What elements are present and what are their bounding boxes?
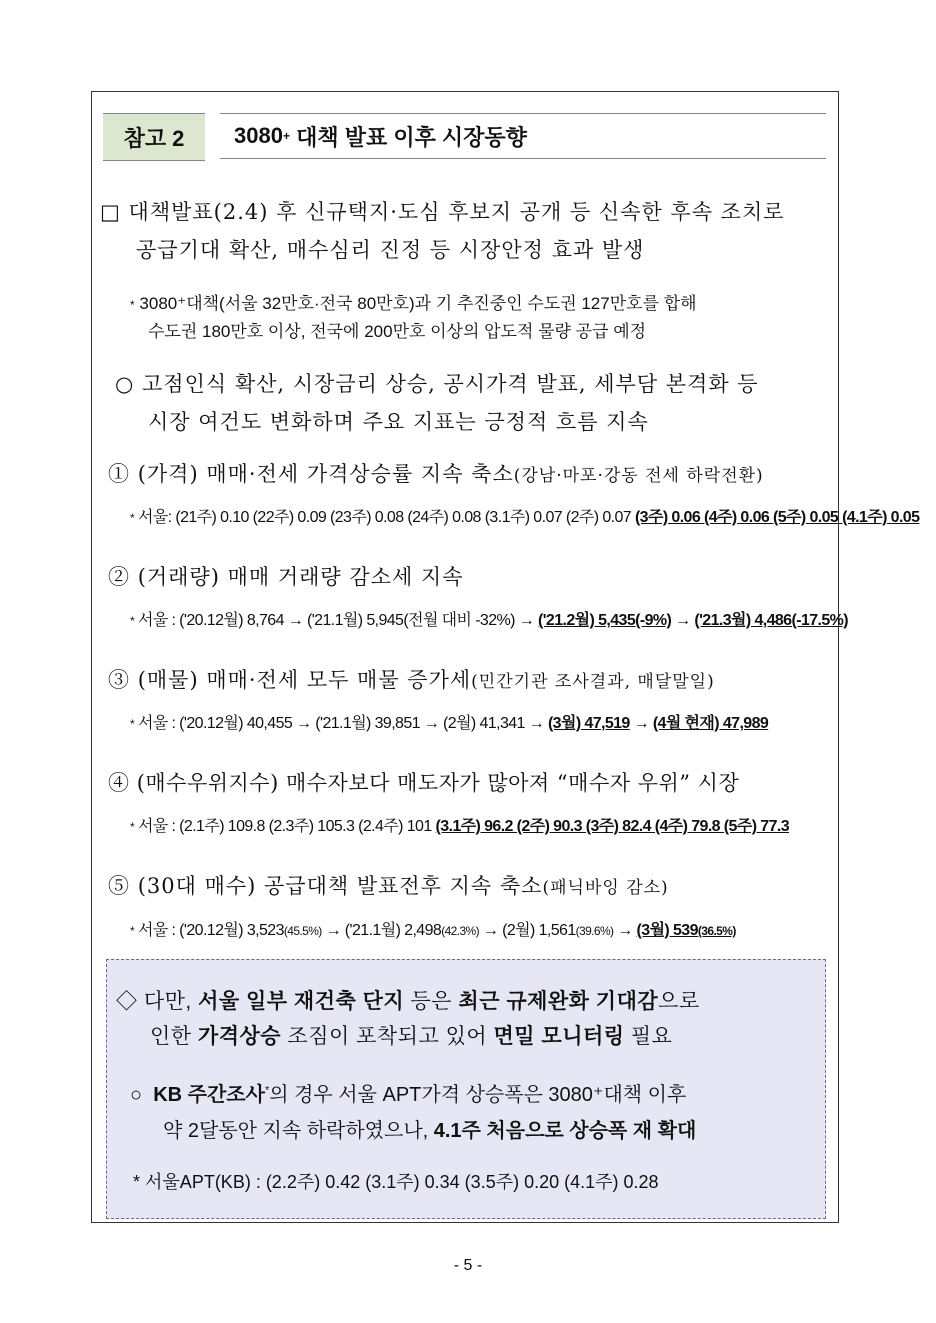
item-3-detail: * 서울 : ('20.12월) 40,455 → ('21.1월) 39,851 → (2월) 41,341 → (3월) 47,519 → (4월 현재) 47,989 [130, 715, 769, 732]
item-2-detail: * 서울 : ('20.12월) 8,764 → ('21.1월) 5,945(전월 대비 -32%) → ('21.2월) 5,435(-9%) → ('21.3월) 4,486(-17.5%) [130, 612, 849, 629]
box-line1: ◇ 다만, 서울 일부 재건축 단지 등은 최근 규제완화 기대감으로 [116, 990, 700, 1013]
section1-note1: * 3080⁺대책(서울 32만호·전국 80만호)과 기 추진중인 수도권 127만호를 합해 [130, 294, 697, 313]
box-sub-line2: 약 2달동안 지속 하락하였으나, 4.1주 처음으로 상승폭 재 확대 [163, 1120, 697, 1142]
section2-line1: ○ 고점인식 확산, 시장금리 상승, 공시가격 발표, 세부담 본격화 등 [115, 372, 759, 396]
diamond-bullet-icon: ◇ [116, 990, 138, 1013]
section1-line2: 공급기대 확산, 매수심리 진정 등 시장안정 효과 발생 [136, 238, 645, 262]
section2-line2: 시장 여건도 변화하며 주요 지표는 긍정적 흐름 지속 [148, 410, 649, 434]
item-5-detail: * 서울 : ('20.12월) 3,523(45.5%) → ('21.1월) 2,498(42.3%) → (2월) 1,561(39.6%) → (3월) 539(36.5%) [130, 922, 736, 939]
box-line2: 인한 가격상승 조짐이 포착되고 있어 면밀 모니터링 필요 [150, 1025, 673, 1048]
item-5-title: ⑤ (30대 매수) 공급대책 발표전후 지속 축소(패닉바잉 감소) [108, 874, 669, 898]
page-number: - 5 - [453, 1257, 483, 1274]
section1-line1: □ 대책발표(2.4) 후 신규택지·도심 후보지 공개 등 신속한 후속 조치로 [100, 200, 785, 224]
item-2-title: ② (거래량) 매매 거래량 감소세 지속 [108, 565, 464, 589]
item-1-detail: * 서울: (21주) 0.10 (22주) 0.09 (23주) 0.08 (24주) 0.08 (3.1주) 0.07 (2주) 0.07 (3주) 0.06 (4주) 0.06 (5주) 0.05 (4.1주) 0.05 [130, 509, 920, 526]
circle-bullet-icon: ○ [115, 372, 135, 396]
checkbox-bullet-icon: □ [100, 200, 121, 224]
item-1-title: ① (가격) 매매·전세 가격상승률 지속 축소(강남·마포·강동 전세 하락전환) [108, 462, 764, 486]
item-4-title: ④ (매수우위지수) 매수자보다 매도자가 많아져 “매수자 우위” 시장 [108, 771, 740, 795]
reference-label: 참고 2 [103, 113, 205, 161]
circle-bullet-icon: ○ [130, 1084, 143, 1106]
section1-note2: 수도권 180만호 이상, 전국에 200만호 이상의 압도적 물량 공급 예정 [148, 322, 647, 341]
page-title: 3080 + 대책 발표 이후 시장동향 [220, 113, 826, 159]
box-note: * 서울APT(KB) : (2.2주) 0.42 (3.1주) 0.34 (3.5주) 0.20 (4.1주) 0.28 [133, 1172, 659, 1192]
box-sub-line1: ○ KB 주간조사*의 경우 서울 APT가격 상승폭은 3080⁺대책 이후 [130, 1084, 687, 1106]
item-4-detail: * 서울 : (2.1주) 109.8 (2.3주) 105.3 (2.4주) 101 (3.1주) 96.2 (2주) 90.3 (3주) 82.4 (4주) 79.8 (5주) 77.3 [130, 818, 790, 835]
item-3-title: ③ (매물) 매매·전세 모두 매물 증가세(민간기관 조사결과, 매달말일) [108, 668, 715, 692]
